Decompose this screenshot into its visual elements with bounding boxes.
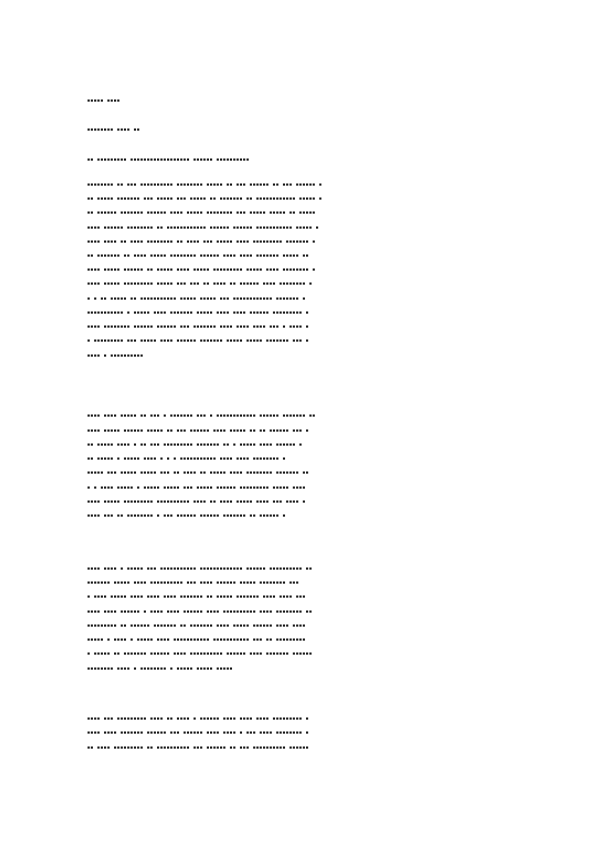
text-line: ▪ ▪▪▪▪▪▪▪▪▪ ▪▪▪ ▪▪▪▪▪ ▪▪▪▪ ▪▪▪▪▪▪ ▪▪▪▪▪▪▪ ▪▪▪▪▪ ▪▪▪▪▪ ▪▪▪▪▪▪▪ ▪▪▪ ▪: [87, 338, 309, 344]
text-line: ▪▪▪▪▪▪▪ ▪▪▪▪▪ ▪▪▪▪ ▪▪▪▪▪▪▪▪▪▪ ▪▪▪ ▪▪▪▪ ▪▪▪▪▪▪ ▪▪▪▪▪ ▪▪▪▪▪▪▪▪ ▪▪▪: [87, 580, 299, 586]
text-line: ▪▪▪▪ ▪▪▪▪▪ ▪▪▪▪▪▪▪▪▪ ▪▪▪▪▪▪▪▪▪▪ ▪▪▪▪ ▪▪ ▪▪▪▪ ▪▪▪▪▪ ▪▪▪▪ ▪▪▪ ▪▪▪▪ ▪: [87, 499, 306, 505]
text-line: ▪▪ ▪▪▪▪▪ ▪▪▪▪▪▪▪ ▪▪▪ ▪▪▪▪▪ ▪▪▪ ▪▪▪▪▪ ▪▪ ▪▪▪▪▪▪▪ ▪▪ ▪▪▪▪▪▪▪▪▪▪▪▪ ▪▪▪▪▪ ▪: [87, 196, 323, 202]
header-line: ▪▪▪▪▪ ▪▪▪▪: [87, 98, 121, 104]
text-line: ▪▪▪▪▪▪▪▪▪ ▪▪ ▪▪▪▪▪▪ ▪▪▪▪▪▪▪ ▪▪ ▪▪▪▪▪▪▪ ▪▪▪▪ ▪▪▪▪▪ ▪▪▪▪▪▪ ▪▪▪▪ ▪▪▪▪: [87, 623, 306, 629]
text-line: ▪▪▪▪ ▪▪▪ ▪▪▪▪▪▪▪▪▪ ▪▪▪▪ ▪▪ ▪▪▪▪ ▪ ▪▪▪▪▪▪ ▪▪▪▪ ▪▪▪▪ ▪▪▪▪ ▪▪▪▪▪▪▪▪▪ ▪: [87, 716, 309, 722]
text-line: ▪▪▪▪ ▪▪▪▪ ▪ ▪▪▪▪▪ ▪▪▪ ▪▪▪▪▪▪▪▪▪▪▪ ▪▪▪▪▪▪▪▪▪▪▪▪▪ ▪▪▪▪▪▪ ▪▪▪▪▪▪▪▪▪▪ ▪▪: [87, 566, 313, 572]
text-line: ▪▪▪▪ ▪▪▪▪ ▪▪▪▪▪▪▪ ▪▪▪▪▪▪ ▪▪▪ ▪▪▪▪▪▪ ▪▪▪▪ ▪▪▪▪ ▪ ▪▪▪ ▪▪▪▪ ▪▪▪▪▪▪▪▪ ▪: [87, 730, 309, 736]
text-line: ▪▪ ▪▪▪▪ ▪▪▪▪▪▪▪▪▪ ▪▪ ▪▪▪▪▪▪▪▪▪▪ ▪▪▪ ▪▪▪▪▪▪ ▪▪ ▪▪▪ ▪▪▪▪▪▪▪▪▪▪ ▪▪▪▪▪▪: [87, 745, 309, 751]
text-line: ▪▪▪▪ ▪▪▪▪▪ ▪▪▪▪▪▪ ▪▪▪▪▪ ▪▪ ▪▪▪ ▪▪▪▪▪▪ ▪▪▪▪ ▪▪▪▪▪ ▪▪ ▪▪ ▪▪▪▪▪▪ ▪▪▪ ▪: [87, 428, 309, 434]
text-line: ▪ ▪ ▪▪ ▪▪▪▪▪ ▪▪ ▪▪▪▪▪▪▪▪▪▪▪ ▪▪▪▪▪ ▪▪▪▪▪ ▪▪▪ ▪▪▪▪▪▪▪▪▪▪▪▪ ▪▪▪▪▪▪▪ ▪: [87, 296, 306, 302]
text-line: ▪▪ ▪▪▪▪▪▪▪▪▪ ▪▪▪▪▪▪▪▪▪▪▪▪▪▪▪▪▪▪ ▪▪▪▪▪▪ ▪▪▪▪▪▪▪▪▪▪: [87, 157, 250, 163]
text-line: ▪▪ ▪▪▪▪▪▪▪ ▪▪ ▪▪▪▪ ▪▪▪▪▪ ▪▪▪▪▪▪▪▪ ▪▪▪▪▪▪ ▪▪▪▪ ▪▪▪▪ ▪▪▪▪▪▪▪ ▪▪▪▪▪ ▪▪: [87, 253, 309, 259]
text-line: ▪▪ ▪▪▪▪▪▪ ▪▪▪▪▪▪▪ ▪▪▪▪▪▪ ▪▪▪▪ ▪▪▪▪▪ ▪▪▪▪▪▪▪▪ ▪▪▪ ▪▪▪▪▪ ▪▪▪▪▪ ▪▪ ▪▪▪▪▪: [87, 210, 316, 216]
text-line: ▪▪▪▪▪▪▪▪ ▪▪ ▪▪▪ ▪▪▪▪▪▪▪▪▪▪ ▪▪▪▪▪▪▪▪ ▪▪▪▪▪ ▪▪ ▪▪▪ ▪▪▪▪▪▪ ▪▪ ▪▪▪ ▪▪▪▪▪▪ ▪: [87, 182, 323, 188]
text-line: ▪▪▪▪ ▪▪▪▪▪▪▪▪ ▪▪▪▪▪▪ ▪▪▪▪▪▪ ▪▪▪ ▪▪▪▪▪▪▪ ▪▪▪▪ ▪▪▪▪ ▪▪▪▪ ▪▪▪ ▪ ▪▪▪▪ ▪: [87, 324, 309, 330]
text-line: ▪▪ ▪▪▪▪▪ ▪▪▪▪ ▪ ▪▪ ▪▪▪ ▪▪▪▪▪▪▪▪▪ ▪▪▪▪▪▪▪ ▪▪ ▪ ▪▪▪▪▪ ▪▪▪▪ ▪▪▪▪▪▪ ▪: [87, 442, 303, 448]
text-line: ▪▪▪▪ ▪▪▪▪ ▪▪ ▪▪▪▪ ▪▪▪▪▪▪▪▪ ▪▪ ▪▪▪▪ ▪▪▪ ▪▪▪▪▪ ▪▪▪▪ ▪▪▪▪▪▪▪▪▪ ▪▪▪▪▪▪▪ ▪: [87, 239, 316, 245]
text-line: ▪▪▪▪ ▪ ▪▪▪▪▪▪▪▪▪▪: [87, 353, 144, 359]
text-line: ▪▪ ▪▪▪▪▪ ▪ ▪▪▪▪▪ ▪▪▪▪ ▪ ▪ ▪ ▪▪▪▪▪▪▪▪▪▪▪ ▪▪▪▪ ▪▪▪▪ ▪▪▪▪▪▪▪▪ ▪: [87, 456, 286, 462]
text-line: ▪▪▪▪▪▪▪▪ ▪▪▪▪ ▪ ▪▪▪▪▪▪▪▪ ▪ ▪▪▪▪▪ ▪▪▪▪▪ ▪▪▪▪▪: [87, 666, 233, 672]
text-line: ▪▪▪▪ ▪▪▪▪▪▪ ▪▪▪▪▪▪▪▪ ▪▪ ▪▪▪▪▪▪▪▪▪▪▪▪ ▪▪▪▪▪▪ ▪▪▪▪▪▪ ▪▪▪▪▪▪▪▪▪▪▪ ▪▪▪▪▪ ▪: [87, 225, 319, 231]
text-line: ▪▪▪▪ ▪▪▪▪▪ ▪▪▪▪▪▪▪▪▪ ▪▪▪▪▪ ▪▪▪ ▪▪▪ ▪▪ ▪▪▪▪ ▪▪ ▪▪▪▪▪▪ ▪▪▪▪ ▪▪▪▪▪▪▪▪ ▪: [87, 281, 313, 287]
text-line: ▪▪▪▪▪ ▪▪▪ ▪▪▪▪▪ ▪▪▪▪▪ ▪▪▪ ▪▪ ▪▪▪▪ ▪▪ ▪▪▪▪▪ ▪▪▪▪ ▪▪▪▪▪▪▪▪ ▪▪▪▪▪▪▪ ▪▪: [87, 470, 309, 476]
text-line: ▪▪▪▪ ▪▪▪▪▪ ▪▪▪▪▪▪ ▪▪ ▪▪▪▪▪ ▪▪▪▪ ▪▪▪▪▪ ▪▪▪▪▪▪▪▪▪ ▪▪▪▪▪ ▪▪▪▪ ▪▪▪▪▪▪▪▪ ▪: [87, 267, 316, 273]
text-line: ▪▪▪▪▪ ▪ ▪▪▪▪ ▪ ▪▪▪▪▪ ▪▪▪▪ ▪▪▪▪▪▪▪▪▪▪▪ ▪▪▪▪▪▪▪▪▪▪▪ ▪▪▪ ▪▪ ▪▪▪▪▪▪▪▪▪: [87, 637, 306, 643]
text-line: ▪▪▪▪ ▪▪▪▪ ▪▪▪▪▪▪ ▪ ▪▪▪▪ ▪▪▪▪ ▪▪▪▪▪▪ ▪▪▪▪ ▪▪▪▪▪▪▪▪▪▪ ▪▪▪▪ ▪▪▪▪▪▪▪▪ ▪▪: [87, 609, 313, 615]
text-line: ▪▪▪▪ ▪▪▪ ▪▪ ▪▪▪▪▪▪▪▪ ▪ ▪▪▪ ▪▪▪▪▪▪ ▪▪▪▪▪▪ ▪▪▪▪▪▪▪ ▪▪ ▪▪▪▪▪▪ ▪: [87, 513, 286, 519]
text-line: ▪ ▪▪▪▪ ▪▪▪▪▪ ▪▪▪▪ ▪▪▪▪ ▪▪▪▪ ▪▪▪▪▪▪▪ ▪▪ ▪▪▪▪▪ ▪▪▪▪▪▪▪ ▪▪▪▪ ▪▪▪▪ ▪▪▪: [87, 594, 306, 600]
text-line: ▪▪▪▪ ▪▪▪▪ ▪▪▪▪▪ ▪▪ ▪▪▪ ▪ ▪▪▪▪▪▪▪ ▪▪▪ ▪ ▪▪▪▪▪▪▪▪▪▪▪▪ ▪▪▪▪▪▪ ▪▪▪▪▪▪▪ ▪▪: [87, 413, 316, 419]
text-line: ▪▪▪▪▪▪▪▪▪▪▪ ▪ ▪▪▪▪▪ ▪▪▪▪ ▪▪▪▪▪▪▪ ▪▪▪▪▪ ▪▪▪▪ ▪▪▪▪ ▪▪▪▪▪▪ ▪▪▪▪▪▪▪▪▪ ▪: [87, 310, 309, 316]
text-line: ▪ ▪▪▪▪▪ ▪▪ ▪▪▪▪▪▪▪ ▪▪▪▪▪▪ ▪▪▪▪ ▪▪▪▪▪▪▪▪▪▪ ▪▪▪▪▪▪ ▪▪▪▪ ▪▪▪▪▪▪▪ ▪▪▪▪▪▪: [87, 651, 313, 657]
text-line: ▪ ▪ ▪▪▪▪ ▪▪▪▪▪ ▪ ▪▪▪▪▪ ▪▪▪▪▪ ▪▪▪ ▪▪▪▪▪ ▪▪▪▪▪▪ ▪▪▪▪▪▪▪▪▪ ▪▪▪▪▪ ▪▪▪▪: [87, 485, 306, 491]
header-line: ▪▪▪▪▪▪▪▪ ▪▪▪▪ ▪▪: [87, 127, 140, 133]
